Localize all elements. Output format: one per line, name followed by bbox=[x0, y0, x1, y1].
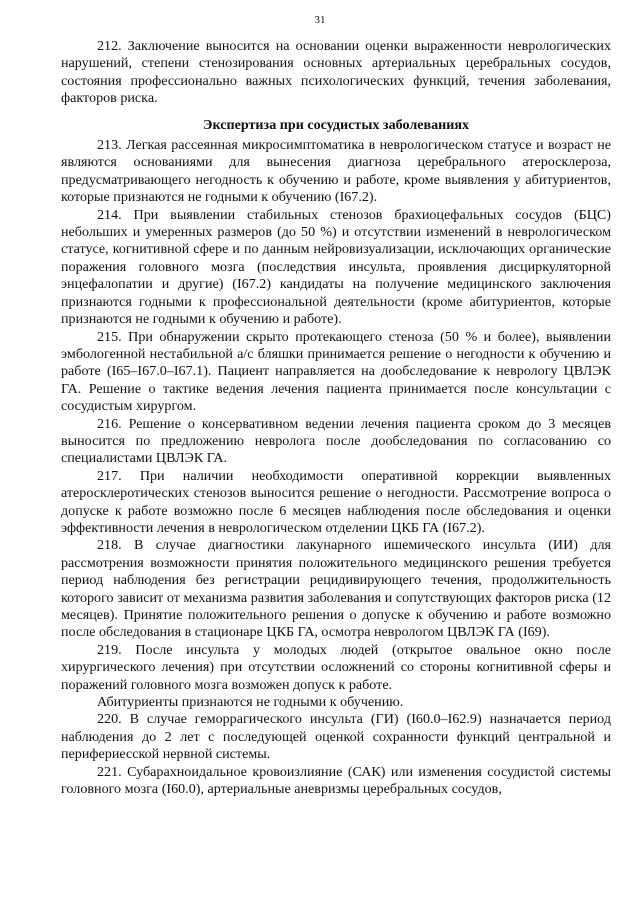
paragraph-217: 217. При наличии необходимости оперативной коррекции выявленных атеросклеротических стенозов выносится решение о негодности. Рассмотрение вопроса о допуске к работе возможно после 6 месяцев наблюдения после обследования и оценки эффективности лечения в неврологическом отделении ЦКБ ГА (I67.2). bbox=[61, 467, 611, 536]
paragraph-219: 219. После инсульта у молодых людей (открытое овальное окно после хирургического лечения) при отсутствии осложнений со стороны когнитивной сферы и поражений головного мозга возможен допуск к работе. bbox=[61, 641, 611, 693]
paragraph-218: 218. В случае диагностики лакунарного ишемического инсульта (ИИ) для рассмотрения возможности принятия положительного медицинского решения требуется период наблюдения без регистрации рецидивирующего течения, продолжительность которого зависит от механизма развития заболевания и сопутствующих факторов риска (12 месяцев). Принятие положительного решения о допуске к обучению и работе возможно после обследования в стационаре ЦКБ ГА, осмотра неврологом ЦВЛЭК ГА (I69). bbox=[61, 537, 611, 641]
paragraph-215: 215. При обнаружении скрыто протекающего стеноза (50 % и более), выявлении эмбологенной нестабильной а/с бляшки принимается решение о негодности к обучению и работе (I65–I67.0–I67.1). Пациент направляется на дообследование к неврологу ЦВЛЭК ГА. Решение о тактике ведения лечения пациента принимается после консультации с сосудистым хирургом. bbox=[61, 328, 611, 415]
paragraph-212: 212. Заключение выносится на основании оценки выраженности неврологических нарушений, степени стенозирования основных артериальных церебральных сосудов, состояния профессионально важных психологических функций, течения заболевания, факторов риска. bbox=[61, 38, 611, 107]
paragraph-216: 216. Решение о консервативном ведении лечения пациента сроком до 3 месяцев выносится по предложению невролога после дообследования по согласованию со специалистами ЦВЛЭК ГА. bbox=[61, 415, 611, 467]
paragraph-219-note: Абитуриенты признаются не годными к обучению. bbox=[97, 694, 404, 711]
paragraph-221: 221. Субарахноидальное кровоизлияние (САК) или изменения сосудистой системы головного мозга (I60.0), артериальные аневризмы церебральных сосудов, bbox=[61, 763, 611, 798]
paragraph-213: 213. Легкая рассеянная микросимптоматика в неврологическом статусе и возраст не являются основаниями для вынесения диагноза церебрального атеросклероза, предусматривающего негодность к обучению и работе, кроме выявления у абитуриентов, которые признаются не годными к обучению (I67.2). bbox=[61, 137, 611, 206]
section-heading: Экспертиза при сосудистых заболеваниях bbox=[202, 116, 470, 133]
paragraph-220: 220. В случае геморрагического инсульта (ГИ) (I60.0–I62.9) назначается период наблюдения до 2 лет с последующей оценкой сохранности функций центральной и перифериесской нервной системы. bbox=[61, 711, 611, 763]
document-body bbox=[61, 38, 611, 798]
paragraph-214: 214. При выявлении стабильных стенозов брахиоцефальных сосудов (БЦС) небольших и умеренных размеров (до 50 %) и отсутствии изменений в неврологическом статусе, когнитивной сфере и по данным нейровизуализации, исключающих органические поражения головного мозга (последствия инсульта, проявления дисциркуляторной энцефалопатии и другие) (I67.2) кандидаты на получение медицинского заключения признаются годными к профессиональной деятельности (кроме абитуриентов, которые признаются не годными к обучению и работе). bbox=[61, 206, 611, 328]
page-number: 31 bbox=[314, 14, 326, 26]
